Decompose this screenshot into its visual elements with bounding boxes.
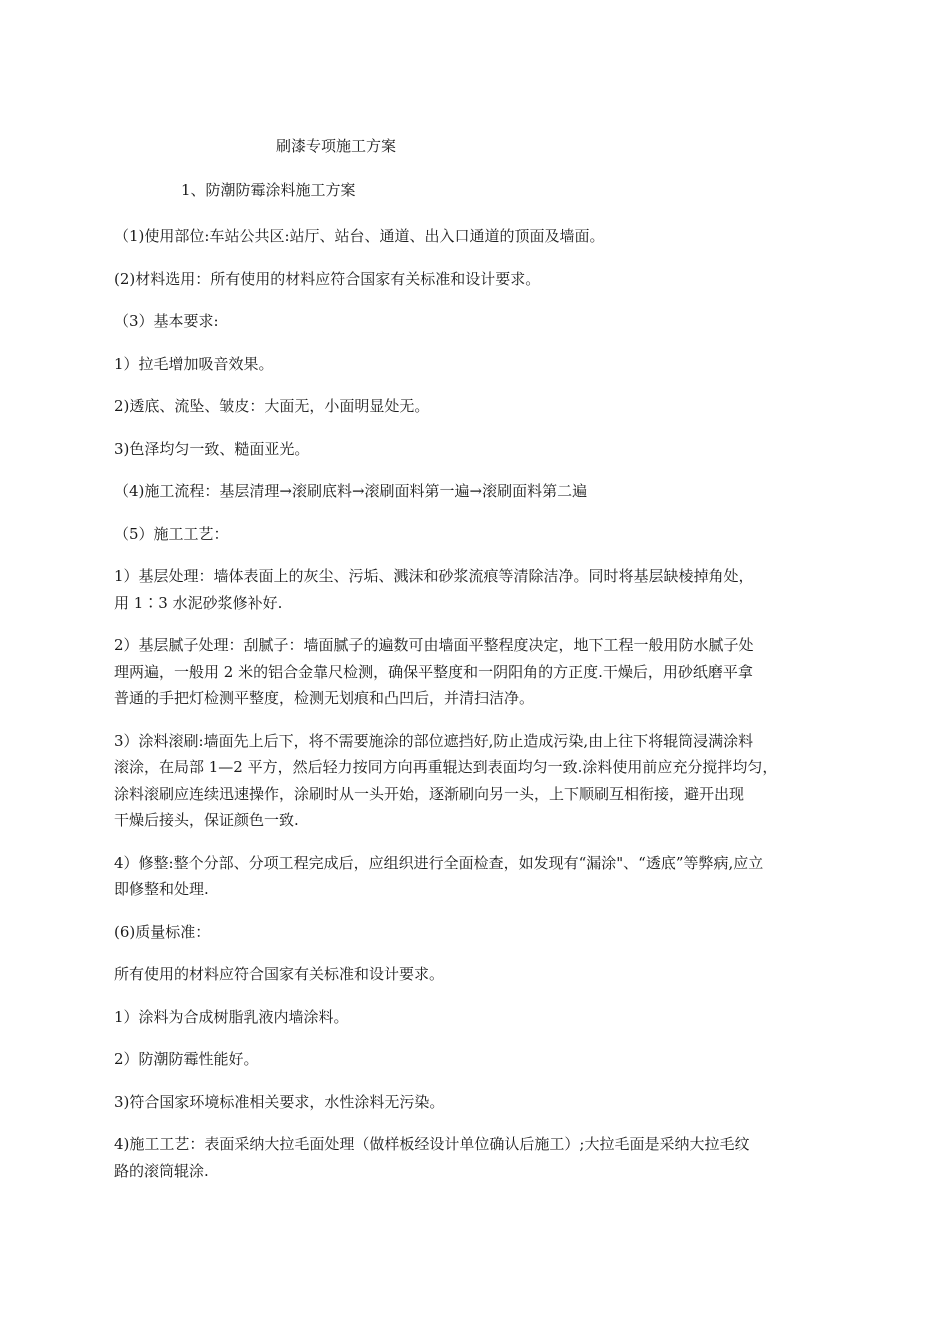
paragraph-usage-location [114,223,840,250]
paragraph-line: 干燥后接头，保证颜色一致. [114,811,299,829]
paragraph-line: 3）涂料滚刷:墙面先上后下，将不需要施涂的部位遮挡好,防止造成污染,由上往下将辊筒浸满涂料 [114,731,754,750]
paragraph-line: 理两遍，一般用 2 米的铝合金靠尺检测，确保平整度和一阴阳角的方正度.干燥后，用砂纸磨平拿 [114,662,753,681]
paragraph-line: (6)质量标准： [114,922,211,941]
paragraph-quality-1 [114,1004,840,1031]
paragraph-line: 即修整和处理. [114,880,209,898]
paragraph-line: （4)施工流程：基层清理→滚刷底料→滚刷面料第一遍→滚刷面料第二遍 [114,482,588,500]
paragraph-base-treatment [114,563,840,616]
paragraph-quality-intro [114,961,840,988]
paragraph-line: 用 1∶3 水泥砂浆修补好. [114,593,283,612]
paragraph-process-flow [114,478,840,505]
paragraph-line: 所有使用的材料应符合国家有关标准和设计要求。 [114,965,445,983]
document-title: 刷漆专项施工方案 [276,137,397,155]
document-body [114,223,840,1200]
paragraph-touch-up [114,850,840,903]
paragraph-line: 2）防潮防霉性能好。 [114,1050,259,1068]
paragraph-line: 2）基层腻子处理：刮腻子：墙面腻子的遍数可由墙面平整程度决定，地下工程一般用防水腻子处 [114,636,754,654]
paragraph-line: 2)透底、流坠、皱皮：大面无，小面明显处无。 [114,397,430,415]
paragraph-line: （3）基本要求: [114,312,219,330]
paragraph-line: (2)材料选用：所有使用的材料应符合国家有关标准和设计要求。 [114,269,541,288]
paragraph-requirement-3 [114,436,840,463]
paragraph-line: （1)使用部位:车站公共区:站厅、站台、通道、出入口通道的顶面及墙面。 [114,227,605,245]
paragraph-material-selection [114,266,840,293]
paragraph-line: 滚涂，在局部 1—2 平方，然后轻力按同方向再重辊达到表面均匀一致.涂料使用前应充分搅拌均匀， [114,758,778,776]
paragraph-roller-painting [114,728,840,834]
paragraph-putty-treatment [114,632,840,712]
paragraph-line: 1）拉毛增加吸音效果。 [114,354,274,373]
paragraph-line: 路的滚筒辊涂. [114,1161,209,1180]
paragraph-quality-2 [114,1046,840,1073]
paragraph-requirement-2 [114,393,840,420]
paragraph-line: 3)符合国家环境标准相关要求，水性涂料无污染。 [114,1092,445,1111]
paragraph-line: 3)色泽均匀一致、糙面亚光。 [114,439,310,458]
paragraph-line: 4)施工工艺：表面采纳大拉毛面处理（做样板经设计单位确认后施工）;大拉毛面是采纳大拉毛纹 [114,1135,750,1153]
paragraph-basic-requirements [114,308,840,335]
section-heading: 1、防潮防霉涂料施工方案 [181,181,356,199]
paragraph-requirement-1 [114,351,840,378]
paragraph-quality-3 [114,1089,840,1116]
paragraph-line: 涂料滚刷应连续迅速操作，涂刷时从一头开始，逐渐刷向另一头，上下顺刷互相衔接，避开出现 [114,784,745,803]
paragraph-construction-process [114,521,840,548]
paragraph-line: （5）施工工艺： [114,524,229,543]
paragraph-quality-4 [114,1131,840,1184]
paragraph-line: 普通的手把灯检测平整度，检测无划痕和凸凹后，并清扫洁净。 [114,689,535,707]
paragraph-line: 1）涂料为合成树脂乳液内墙涂料。 [114,1007,349,1026]
paragraph-line: 1）基层处理：墙体表面上的灰尘、污垢、溅沫和砂浆流痕等清除洁净。同时将基层缺棱掉角处， [114,567,754,585]
paragraph-quality-standards [114,919,840,946]
paragraph-line: 4）修整:整个分部、分项工程完成后，应组织进行全面检查，如发现有“漏涂"、“透底”等弊病,应立 [114,853,764,872]
